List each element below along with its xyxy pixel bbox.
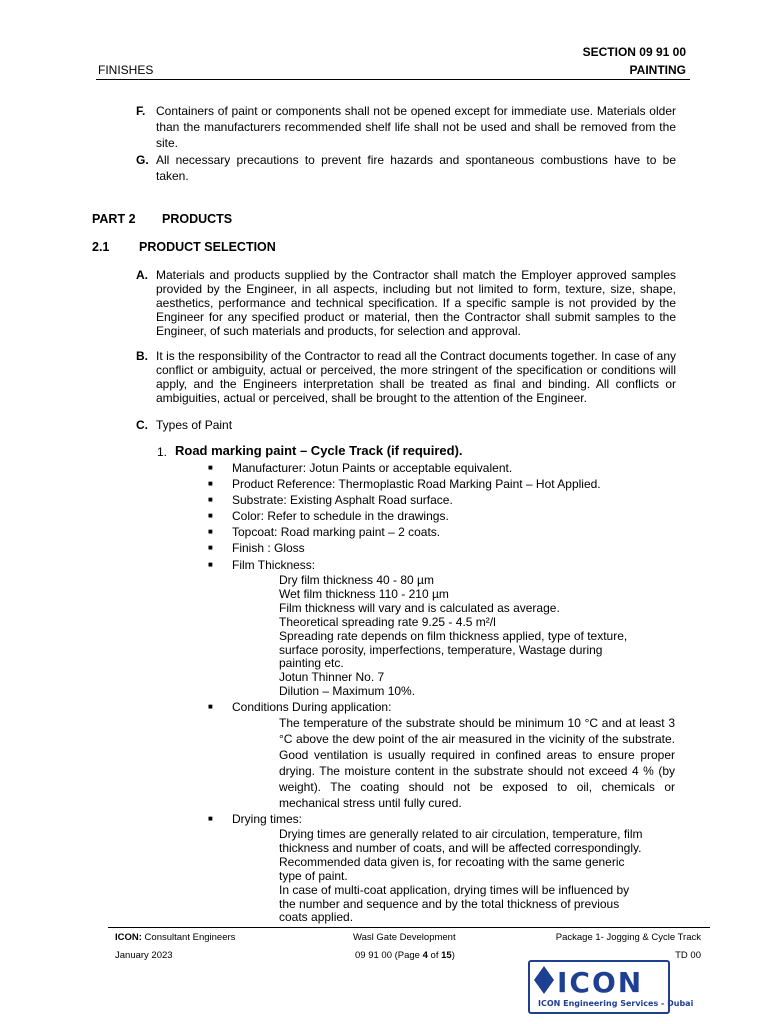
page-number: 4 [422,950,428,961]
footer-rule [108,927,710,928]
icon-logo-graphic [530,962,694,1012]
detail-line: Film thickness will vary and is calculated as average. [279,600,560,615]
footer-date: January 2023 [115,950,173,961]
item-text: All necessary precautions to prevent fire hazards and spontaneous combustions have to be taken. [156,153,676,183]
bullet-text: Color: Refer to schedule in the drawings. [232,509,449,523]
numbered-title: Road marking paint – Cycle Track (if required). [175,443,463,458]
icon-logo [528,960,694,1014]
footer-company [115,932,235,943]
part-number: PART 2 [92,212,136,226]
page-total: 15 [441,950,452,961]
header-rule [96,79,690,80]
logo-text: ICON [557,966,644,999]
bullet-icon: ■ [208,543,213,552]
bullet-icon: ■ [208,495,213,504]
detail-line: thickness and number of coats, and will be affected correspondingly. [279,840,642,855]
item-c [136,417,676,433]
footer-page [355,950,455,961]
header-left: FINISHES [98,63,154,77]
item-text: It is the responsibility of the Contractor to read all the Contract documents together. In case of any conflict or ambiguity, actual or perceived, the more stringent of the specification or conditions will apply, and the Engineers interpretation shall be treated as final and binding. All conflicts or ambiguities, actual or perceived, shall be brought to the attention of the Engineer. [156,349,676,405]
item-f [136,103,676,151]
bullet-text: Conditions During application: [232,700,392,714]
logo-tagline: ICON Engineering Services - Dubai [538,999,694,1008]
detail-line: painting etc. [279,656,344,671]
bullet-text: Manufacturer: Jotun Paints or acceptable equivalent. [232,461,513,475]
diamond-icon [534,966,554,994]
bullet-icon: ■ [208,814,213,823]
detail-line: type of paint. [279,868,348,883]
detail-line: surface porosity, imperfections, temperature, Wastage during [279,642,603,657]
drying-details [279,828,675,925]
bullet-icon: ■ [208,702,213,711]
numbered-index: 1. [157,445,168,459]
bullet-icon: ■ [208,463,213,472]
bullet-icon: ■ [208,479,213,488]
detail-line: Wet film thickness 110 - 210 µm [279,586,449,601]
detail-line: the number and sequence and by the total thickness of previous [279,896,620,911]
item-text: Types of Paint [156,418,233,432]
detail-line: In case of multi-coat application, drying times will be influenced by [279,882,630,897]
footer-package: Package 1- Jogging & Cycle Track [555,932,701,943]
detail-line: Drying times are generally related to air circulation, temperature, film [279,827,643,841]
page-suffix: ) [451,950,455,961]
item-g [136,152,676,184]
bullet-text: Substrate: Existing Asphalt Road surface. [232,493,453,507]
item-text: Containers of paint or components shall not be opened except for immediate use. Materials older than the manufacturers recommended shelf life shall not be used and shall be removed from the site. [156,104,676,150]
bullet-text: Film Thickness: [232,558,316,572]
detail-line: Recommended data given is, for recoating with the same generic [279,854,625,869]
detail-line: Dry film thickness 40 - 80 µm [279,573,434,587]
detail-line: Dilution – Maximum 10%. [279,684,416,699]
bullet-icon: ■ [208,511,213,520]
footer-project: Wasl Gate Development [353,932,456,943]
detail-line: coats applied. [279,910,354,925]
detail-line: Jotun Thinner No. 7 [279,670,385,685]
item-label: F. [136,104,146,118]
bullet-text: Product Reference: Thermoplastic Road Marking Paint – Hot Applied. [232,477,601,491]
item-label: C. [136,418,148,432]
bullet-icon: ■ [208,560,213,569]
company-rest: Consultant Engineers [141,932,236,943]
bullet-text: Finish : Gloss [232,541,305,555]
subsection-title: PRODUCT SELECTION [139,240,276,254]
item-text: Materials and products supplied by the Contractor shall match the Employer approved samples provided by the Engineer, in all aspects, including but not limited to form, texture, size, shape, aesthetics, performance and technical specification. If a specific sample is not provided by the Engineer for any specified product or material, then the Contractor shall submit samples to the Engineer, of such materials and products, for selection and approval. [156,268,676,338]
item-label: G. [136,153,149,167]
section-number: SECTION 09 91 00 [582,45,686,59]
bullet-text: Drying times: [232,812,303,826]
film-thickness-details [279,574,675,699]
part-title: PRODUCTS [162,212,233,226]
item-b [136,349,676,405]
detail-line: Theoretical spreading rate 9.25 - 4.5 m²/l [279,614,496,629]
header-right: PAINTING [629,63,686,77]
company-bold: ICON: [115,932,142,943]
item-a [136,268,676,338]
item-label: A. [136,268,148,282]
subsection-number: 2.1 [92,240,110,254]
detail-line: Spreading rate depends on film thickness applied, type of texture, [279,628,628,643]
bullet-icon: ■ [208,527,213,536]
page-prefix: 09 91 00 (Page [355,950,423,961]
footer-rev: TD 00 [675,950,701,961]
item-label: B. [136,349,148,363]
conditions-text: The temperature of the substrate should be minimum 10 °C and at least 3 °C above the dew point of the air measured in the vicinity of the substrate. Good ventilation is usually required in confined areas to ensure proper drying. The moisture content in the substrate should not exceed 4 % (by weight). The coating should not be exposed to oil, chemicals or mechanical stress until fully cured. [279,716,675,810]
page-mid: of [427,950,442,961]
bullet-text: Topcoat: Road marking paint – 2 coats. [232,525,441,539]
